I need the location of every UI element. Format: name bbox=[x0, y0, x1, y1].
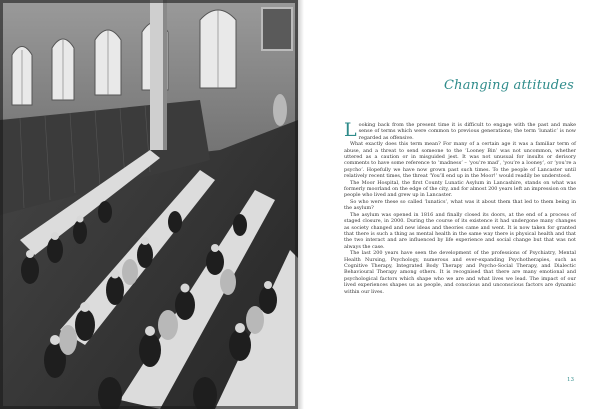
paragraph-1 bbox=[344, 119, 576, 141]
dining-hall-photo bbox=[0, 0, 298, 409]
paragraph-5: The asylum was opened in 1816 and finally closed its doors, at the end of a process of staged closure, in 2000. During the course of its existence it had undergone many changes as society changed and new ideas and theories came and went. It is now taken for granted that there is such a thing as mental health in the same way there is physical health and that the two interact and are influenced by life experience and social change but that was not always the case. bbox=[344, 211, 576, 250]
body-text bbox=[344, 119, 576, 295]
text-page bbox=[304, 0, 600, 409]
paragraph-1-text: ooking back from the present time it is difficult to engage with the past and make sense of terms which were common to previous generations; the term ‘lunatic’ is now regarded as offensive. bbox=[358, 122, 576, 141]
chapter-title: Changing attitudes bbox=[444, 78, 574, 93]
paragraph-6: The last 200 years have seen the development of the professions of Psychiatry, Mental Health Nursing, Psychology, numerous and ever-expanding Psychotherapies, such as Cognitive Therapy, Integrated Body Therapy and Psycho-Social Therapy, and Dialectic Behavioural Therapy among others. It is recognised that there are many emotional and psychological factors which shape who we are and what lives we lead. The impact of our lived experiences shapes us as people, and conscious and unconscious factors are dynamic within our lives. bbox=[344, 250, 576, 295]
photo-icon bbox=[0, 0, 298, 409]
paragraph-3: The Moor Hospital, the first County Lunatic Asylum in Lancashire, stands on what was formerly moorland on the edge of the city, and for almost 200 years left an impression on the people who lived and grew up in Lancaster. bbox=[344, 179, 576, 199]
paragraph-4: So who were these so called ‘lunatics’, what was it about them that led to them being in the asylum? bbox=[344, 198, 576, 212]
paragraph-2: What exactly does this term mean? For many of a certain age it was a familiar term of abuse, and a threat to send someone to the ‘Looney Bin’ was not uncommon, whether uttered as a caution or in misguided jest. It was not unusual for insults or derisory comments to have some reference to ‘madness’ – ‘you’re mad’, ‘you’re a looney’, or ‘you’re a psycho’. Hopefully we have now grown past such times. To the people of Lancaster until relatively recent times, the threat ‘You’ll end up in the Moor!’ would readily be understood. bbox=[344, 141, 576, 180]
page-number: 13 bbox=[567, 377, 574, 383]
drop-cap: L bbox=[344, 119, 357, 141]
